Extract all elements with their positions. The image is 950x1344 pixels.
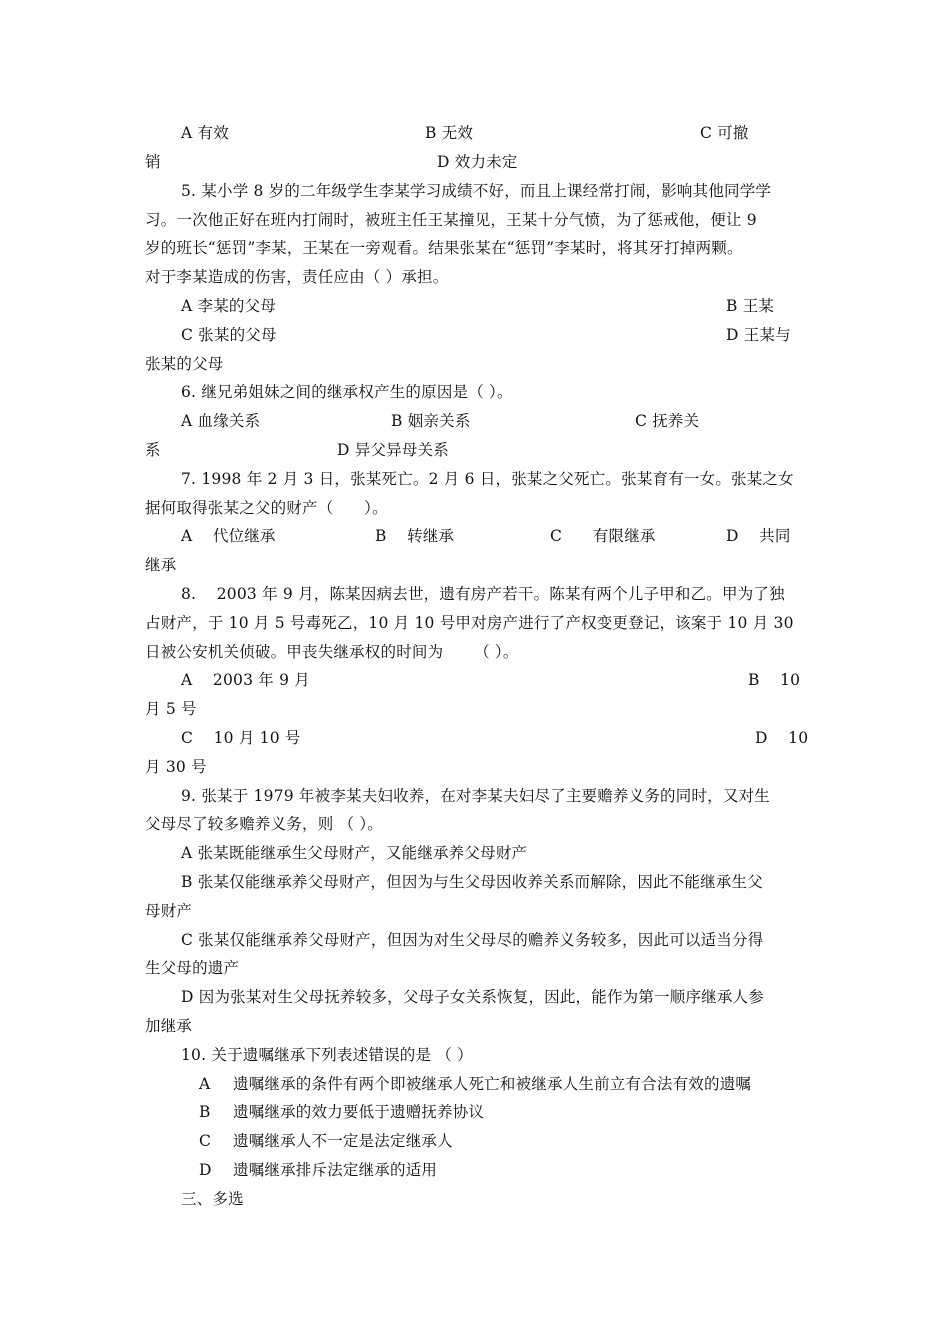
q10-option-c-letter: C (199, 1132, 212, 1150)
q8-line-2: 占财产，于 10 月 5 号毒死乙，10 月 10 号甲对房产进行了产权变更登记，该案于 10 月 30 (145, 614, 794, 632)
q8-option-a: A 2003 年 9 月 (181, 671, 310, 689)
q10-option-b-letter: B (199, 1103, 211, 1121)
q5-line-1: 5. 某小学 8 岁的二年级学生李某学习成绩不好，而且上课经常打闹，影响其他同学学 (181, 182, 772, 200)
q7-option-c: C 有限继承 (550, 527, 656, 545)
q7-option-d: D 共同 (726, 527, 791, 545)
q6-option-d: D 异父异母关系 (337, 441, 449, 459)
q8-option-b: B 10 (748, 671, 801, 689)
q5-option-d: D 王某与 (726, 326, 791, 344)
q8-line-3: 日被公安机关侦破。甲丧失继承权的时间为 （ ）。 (145, 643, 519, 661)
q8-line-1: 8. 2003 年 9 月，陈某因病去世，遗有房产若干。陈某有两个儿子甲和乙。甲为了独 (181, 585, 785, 603)
q9-line-1: 9. 张某于 1979 年被李某夫妇收养，在对李某夫妇尽了主要赡养义务的同时，又对生 (181, 787, 770, 805)
q9-option-d-line-1: D 因为张某对生父母抚养较多，父母子女关系恢复，因此，能作为第一顺序继承人参 (181, 988, 764, 1006)
q5-option-c: C 张某的父母 (181, 326, 277, 344)
q10-option-d-letter: D (199, 1161, 212, 1179)
q9-option-b-line-2: 母财产 (145, 902, 193, 920)
q5-option-d-cont: 张某的父母 (145, 355, 224, 373)
q6-option-c-cont: 系 (145, 441, 161, 459)
q4-option-c: C 可撤 (700, 124, 749, 142)
q10-option-c: 遗嘱继承人不一定是法定继承人 (233, 1132, 453, 1150)
q9-line-2: 父母尽了较多赡养义务，则 （ ）。 (145, 815, 384, 833)
q4-option-b: B 无效 (425, 124, 474, 142)
q6-line-1: 6. 继兄弟姐妹之间的继承权产生的原因是（ ）。 (181, 383, 513, 401)
q8-option-c: C 10 月 10 号 (181, 729, 301, 747)
q6-option-a: A 血缘关系 (181, 412, 261, 430)
q8-option-b-cont: 月 5 号 (145, 700, 197, 718)
q9-option-a: A 张某既能继承生父母财产，又能继承养父母财产 (181, 844, 528, 862)
q7-line-2: 据何取得张某之父的财产（ ）。 (145, 499, 388, 517)
q4-option-a: A 有效 (181, 124, 229, 142)
q10-option-d: 遗嘱继承排斥法定继承的适用 (233, 1161, 438, 1179)
q8-option-d: D 10 (755, 729, 809, 747)
q7-line-1: 7. 1998 年 2 月 3 日，张某死亡。2 月 6 日，张某之父死亡。张某育有一女。张某之女 (181, 470, 794, 488)
q9-option-b-line-1: B 张某仅能继承养父母财产，但因为与生父母因收养关系而解除，因此不能继承生父 (181, 873, 763, 891)
q5-option-a: A 李某的父母 (181, 297, 277, 315)
q8-option-d-cont: 月 30 号 (145, 758, 207, 776)
q5-line-3: 岁的班长“惩罚”李某，王某在一旁观看。结果张某在“惩罚”李某时，将其牙打掉两颗。 (145, 239, 743, 257)
section-multi-choice-heading: 三、多选 (181, 1190, 244, 1208)
q7-option-a: A 代位继承 (181, 527, 276, 545)
q6-option-b: B 姻亲关系 (391, 412, 471, 430)
q9-option-c-line-2: 生父母的遗产 (145, 959, 240, 977)
q9-option-c-line-1: C 张某仅能继承养父母财产，但因为对生父母尽的赡养义务较多，因此可以适当分得 (181, 931, 764, 949)
q5-option-b: B 王某 (726, 297, 775, 315)
q5-line-2: 习。一次他正好在班内打闹时，被班主任王某撞见，王某十分气愤，为了惩戒他，便让 9 (145, 211, 757, 229)
q6-option-c: C 抚养关 (635, 412, 700, 430)
q7-option-d-cont: 继承 (145, 556, 177, 574)
q10-option-a: 遗嘱继承的条件有两个即被继承人死亡和被继承人生前立有合法有效的遗嘱 (233, 1075, 752, 1093)
q10-option-b: 遗嘱继承的效力要低于遗赠抚养协议 (233, 1103, 485, 1121)
q4-option-c-cont: 销 (145, 153, 161, 171)
q10-line-1: 10. 关于遗嘱继承下列表述错误的是 （ ） (181, 1046, 473, 1064)
q9-option-d-line-2: 加继承 (145, 1017, 193, 1035)
q7-option-b: B 转继承 (375, 527, 455, 545)
q4-option-d: D 效力未定 (437, 153, 518, 171)
q10-option-a-letter: A (199, 1075, 211, 1093)
q5-line-4: 对于李某造成的伤害，责任应由（ ）承担。 (145, 268, 449, 286)
